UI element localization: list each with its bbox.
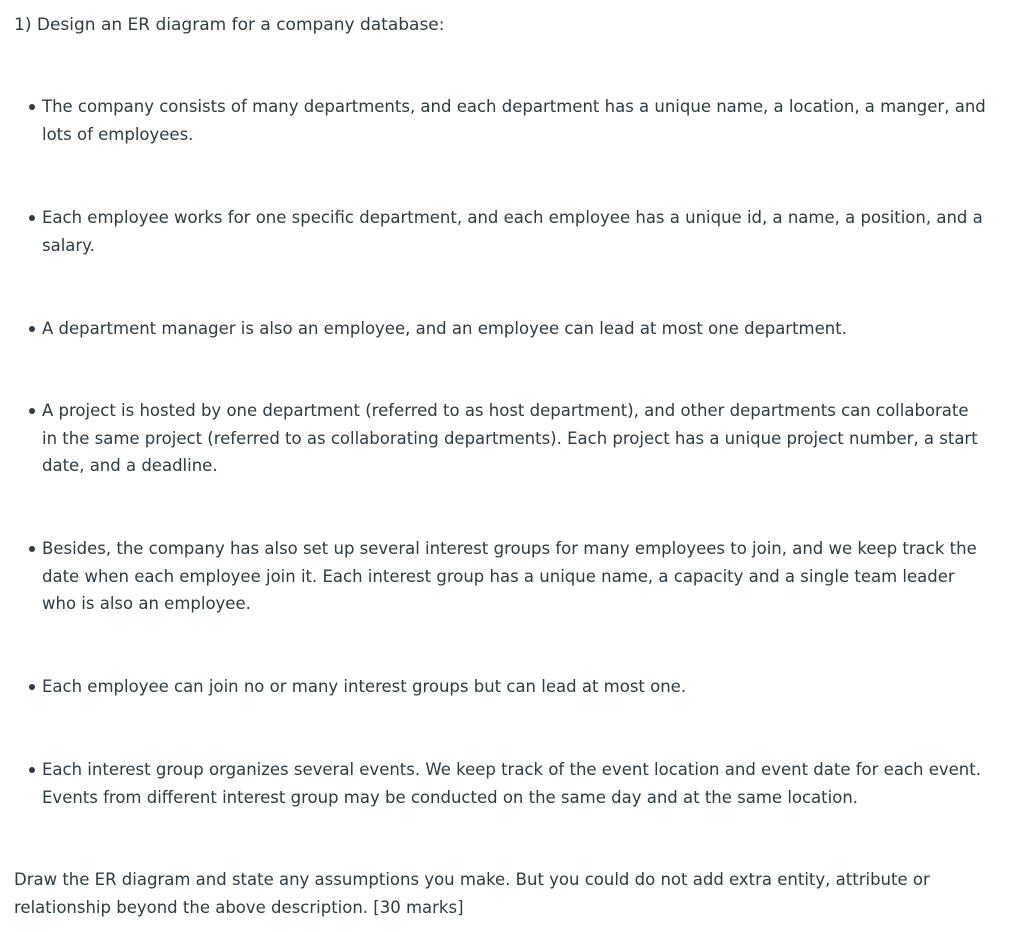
requirement-text: Each employee can join no or many interest groups but can lead at most one.	[42, 677, 687, 696]
instructions-text: Draw the ER diagram and state any assumptions you make. But you could do not add extra entity, attribute or relationship beyond the above description. [30 marks]	[14, 870, 930, 917]
bullet-icon	[29, 326, 35, 332]
bullet-icon	[29, 767, 35, 773]
bullet-icon	[29, 215, 35, 221]
requirement-text: Each interest group organizes several events. We keep track of the event location and event date for each event. Events from different interest group may be conducted on the same day and at the same location.	[42, 760, 981, 807]
bullet-icon	[29, 408, 35, 414]
bullet-icon	[29, 104, 35, 110]
question-heading: 1) Design an ER diagram for a company database:	[14, 15, 445, 35]
requirement-text: A department manager is also an employee, and an employee can lead at most one department.	[42, 319, 847, 338]
bullet-icon	[29, 684, 35, 690]
requirement-text: Besides, the company has also set up several interest groups for many employees to join, and we keep track the date when each employee join it. Each interest group has a unique name, a capacity and a single team leader who is also an employee.	[42, 539, 977, 614]
bullet-icon	[29, 546, 35, 552]
requirement-text: The company consists of many departments, and each department has a unique name, a location, a manger, and lots of employees.	[42, 97, 986, 144]
requirement-text: Each employee works for one specific department, and each employee has a unique id, a name, a position, and a salary.	[42, 208, 983, 255]
requirement-text: A project is hosted by one department (referred to as host department), and other departments can collaborate in the same project (referred to as collaborating departments). Each project has a unique project number, a start date, and a deadline.	[42, 401, 978, 476]
